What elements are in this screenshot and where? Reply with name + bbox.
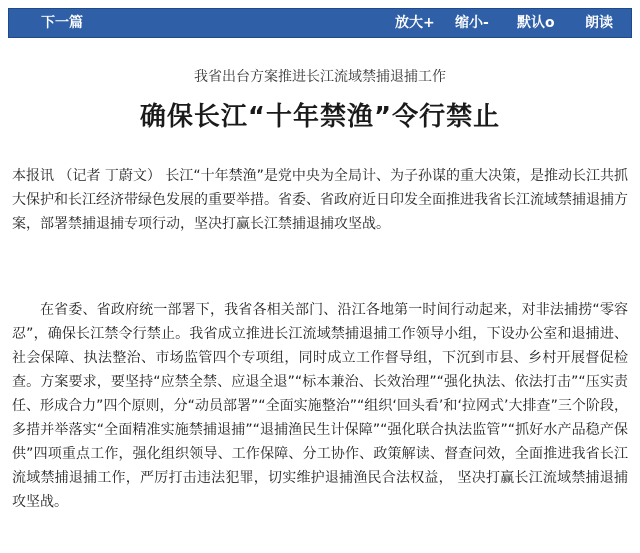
next-article-button[interactable]: 下一篇 [41,15,83,31]
article-toolbar [8,8,632,38]
default-size-button[interactable]: 默认o [517,15,555,31]
article-paragraph: 在省委、省政府统一部署下，我省各相关部门、沿江各地第一时间行动起来，对非法捕捞“零容忍”，确保长江禁令行禁止。我省成立推进长江流域禁捕退捕工作领导小组，下设办公室和退捕进、社会保障、执法整治、市场监管四个专项组，同时成立工作督导组，下沉到市县、乡村开展督促检查。方案要求，要坚持“应禁全禁、应退全退”“标本兼治、长效治理”“强化执法、依法打击”“压实责任、形成合力”四个原则，分“动员部署”“全面实施整治”“组织‘回头看’和‘拉网式’大排查”三个阶段，多措并举落实“全面精准实施禁捕退捕”“退捕渔民生计保障”“强化联合执法监管”“抓好水产品稳产保供”四项重点工作，强化组织领导、工作保障、分工协作、政策解读、督查问效，全面推进我省长江流域禁捕退捕工作，严厉打击违法犯罪，切实维护退捕渔民合法权益， 坚决打赢长江流域禁捕退捕攻坚战。 [12,302,628,510]
zoom-out-button[interactable]: 缩小- [455,15,489,31]
article-title: 确保长江“十年禁渔”令行禁止 [139,102,501,132]
article-paragraph: 本报讯 （记者 丁蔚文） 长江“十年禁渔”是党中央为全局计、为子孙谋的重大决策，是推动长江共抓大保护和长江经济带绿色发展的重要举措。省委、省政府近日印发全面推进我省长江流域禁捕退捕方案，部署禁捕退捕专项行动，坚决打赢长江禁捕退捕攻坚战。 [12,168,628,232]
article-subtitle: 我省出台方案推进长江流域禁捕退捕工作 [194,69,446,85]
zoom-in-button[interactable]: 放大+ [395,15,435,31]
read-aloud-button[interactable]: 朗读 [585,15,613,31]
